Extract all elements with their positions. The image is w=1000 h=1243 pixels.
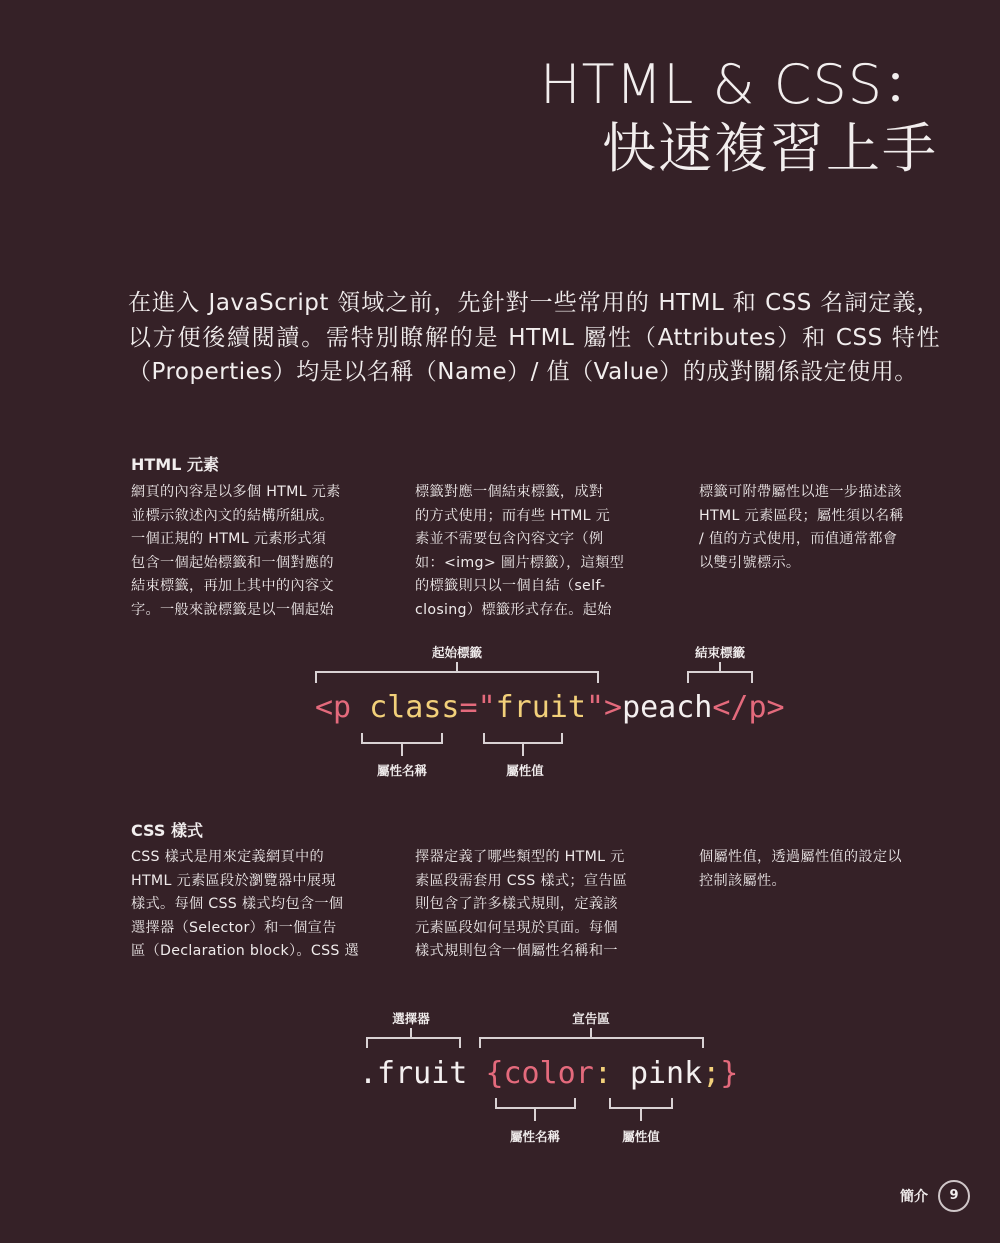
label-prop-value: 屬性值 [622, 1129, 660, 1144]
text-line: 區（Declaration block）。CSS 選 [131, 943, 360, 959]
code-value: pink [629, 1056, 703, 1091]
text-line: 的標籤則只以一個自結（self- [415, 578, 606, 594]
text-line: 樣式規則包含一個屬性名稱和一 [415, 943, 618, 959]
text-line: 個屬性值，透過屬性值的設定以 [699, 849, 902, 865]
text-line: 素區段需套用 CSS 樣式；宣告區 [415, 872, 628, 889]
html-section-heading: HTML 元素 [131, 455, 219, 474]
text-line: 的方式使用；而有些 HTML 元 [415, 507, 611, 524]
code-open-tag: <p [315, 690, 352, 725]
code-colon: : [593, 1056, 612, 1091]
page-title-line1: HTML & CSS： [540, 53, 938, 116]
css-section-heading: CSS 樣式 [131, 821, 203, 840]
text-line: 控制該屬性。 [699, 872, 786, 889]
code-brace-open: { [485, 1056, 504, 1091]
text-line: 標籤對應一個結束標籤，成對 [415, 484, 604, 500]
css-code-example [359, 1056, 738, 1091]
text-line: HTML 元素區段；屬性須以名稱 [699, 507, 904, 524]
label-prop-name: 屬性名稱 [509, 1129, 561, 1144]
text-line: / 值的方式使用，而值通常都會 [699, 531, 898, 547]
text-line: 則包含了許多樣式規則，定義該 [415, 896, 618, 912]
code-equals: = [459, 690, 478, 725]
text-line: HTML 元素區段於瀏覽器中展現 [131, 872, 336, 889]
code-content: peach [622, 690, 713, 725]
code-brace-close: } [720, 1056, 739, 1091]
code-quote-open: " [477, 690, 496, 725]
code-semicolon: ; [702, 1056, 721, 1091]
code-tag-close: > [604, 690, 623, 725]
text-line: 包含一個起始標籤和一個對應的 [131, 554, 334, 571]
prop-value-bracket [610, 1098, 672, 1108]
label-opening-tag: 起始標籤 [431, 645, 483, 660]
page-number: 9 [938, 1180, 970, 1212]
label-declaration: 宣告區 [572, 1011, 610, 1026]
code-attr-name: class [369, 690, 460, 725]
text-line: 選擇器（Selector）和一個宣告 [131, 919, 337, 936]
label-attr-value: 屬性值 [506, 763, 544, 778]
code-end-tag: </p> [712, 690, 785, 725]
code-property: color [503, 1056, 594, 1091]
text-line: CSS 樣式是用來定義網頁中的 [131, 849, 324, 865]
code-attr-value: fruit [495, 690, 586, 725]
text-line: 素並不需要包含內容文字（例 [415, 531, 604, 547]
text-line: 如：<img> 圖片標籤），這類型 [415, 554, 625, 571]
label-closing-tag: 結束標籤 [694, 645, 746, 660]
text-line: 標籤可附帶屬性以進一步描述該 [699, 484, 902, 500]
text-line: 網頁的內容是以多個 HTML 元素 [131, 484, 341, 500]
text-line: 結束標籤，再加上其中的內容文 [131, 578, 334, 594]
selector-bracket [367, 1038, 460, 1048]
footer-section-label: 簡介 [900, 1189, 928, 1205]
text-line: 擇器定義了哪些類型的 HTML 元 [415, 849, 625, 865]
text-line: 字。一般來說標籤是以一個起始 [131, 601, 334, 618]
text-line: 一個正規的 HTML 元素形式須 [131, 531, 327, 547]
intro-paragraph: 在進入 JavaScript 領域之前，先針對一些常用的 HTML 和 CSS 名詞定義，以方便後續閱讀。需特別瞭解的是 HTML 屬性（Attributes）和 CSS 特性（Properties）均是以名稱（Name）/ 值（Value）的成對關係設定使用。 [128, 290, 940, 385]
page-title-line2: 快速複習上手 [602, 117, 938, 180]
code-quote-close: " [585, 690, 604, 725]
text-line: 樣式。每個 CSS 樣式均包含一個 [131, 896, 344, 912]
prop-name-bracket [496, 1098, 575, 1108]
code-selector: .fruit [359, 1056, 468, 1091]
label-selector: 選擇器 [392, 1011, 430, 1026]
text-line: 元素區段如何呈現於頁面。每個 [415, 919, 618, 936]
text-line: closing）標籤形式存在。起始 [415, 601, 612, 618]
text-line: 並標示敘述內文的結構所組成。 [131, 507, 334, 524]
text-line: 以雙引號標示。 [699, 554, 801, 571]
label-attr-name: 屬性名稱 [376, 763, 428, 778]
declaration-bracket [480, 1038, 703, 1048]
